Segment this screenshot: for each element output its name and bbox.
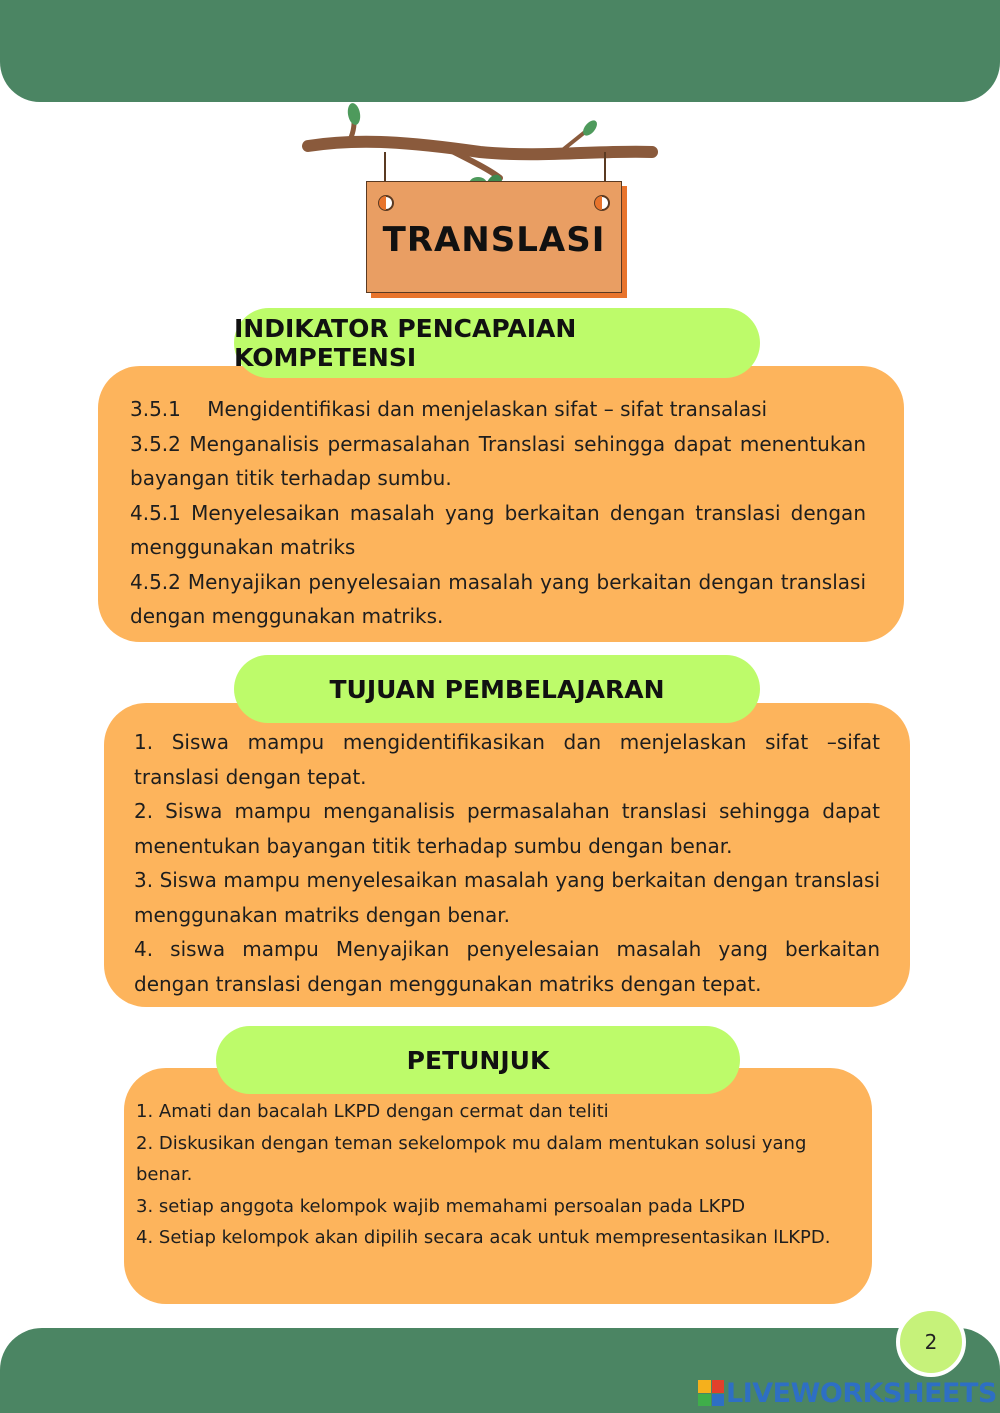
tujuan-list [134,725,880,1001]
title-sign [366,181,622,293]
page-title: TRANSLASI [382,220,606,260]
page-number-badge: 2 [896,1307,966,1377]
tujuan-item: 4. siswa mampu Menyajikan penyelesaian masalah yang berkaitan dengan translasi dengan menggunakan matriks dengan tepat. [134,937,880,996]
petunjuk-list [136,1096,842,1254]
indikator-item: 3.5.2 Menganalisis permasalahan Translasi sehingga dapat menentukan bayangan titik terhadap sumbu. [130,431,866,490]
petunjuk-box [124,1068,872,1304]
indikator-heading: INDIKATOR PENCAPAIAN KOMPETENSI [234,308,760,378]
tujuan-item: 3. Siswa mampu menyelesaikan masalah yang berkaitan dengan translasi menggunakan matriks dengan benar. [134,868,880,927]
sign-hole-right-icon [593,194,611,212]
petunjuk-item: 4. Setiap kelompok akan dipilih secara acak untuk mempresentasikan lLKPD. [136,1227,831,1248]
liveworksheets-logo-icon [698,1380,724,1406]
indikator-item: 3.5.1 Mengidentifikasi dan menjelaskan sifat – sifat transalasi [130,397,768,421]
top-banner [0,0,1000,102]
indikator-list [130,392,866,634]
sign-hole-left-icon [377,194,395,212]
indikator-item: 4.5.2 Menyajikan penyelesaian masalah yang berkaitan dengan translasi dengan menggunakan matriks. [130,569,866,628]
tujuan-box [104,703,910,1007]
liveworksheets-watermark[interactable] [698,1376,997,1410]
watermark-text: LIVEWORKSHEETS [726,1377,997,1409]
petunjuk-item: 1. Amati dan bacalah LKPD dengan cermat dan teliti [136,1101,609,1122]
petunjuk-item: 3. setiap anggota kelompok wajib memahami persoalan pada LKPD [136,1195,746,1217]
indikator-box [98,366,904,642]
petunjuk-heading: PETUNJUK [216,1026,740,1094]
tujuan-item: 2. Siswa mampu menganalisis permasalahan translasi sehingga dapat menentukan bayangan titik terhadap sumbu dengan benar. [134,799,880,858]
petunjuk-item: 2. Diskusikan dengan teman sekelompok mu dalam mentukan solusi yang benar. [136,1132,807,1185]
indikator-item: 4.5.1 Menyelesaikan masalah yang berkaitan dengan translasi dengan menggunakan matriks [130,500,866,559]
tujuan-heading: TUJUAN PEMBELAJARAN [234,655,760,723]
tujuan-item: 1. Siswa mampu mengidentifikasikan dan menjelaskan sifat –sifat translasi dengan tepat. [134,730,880,789]
